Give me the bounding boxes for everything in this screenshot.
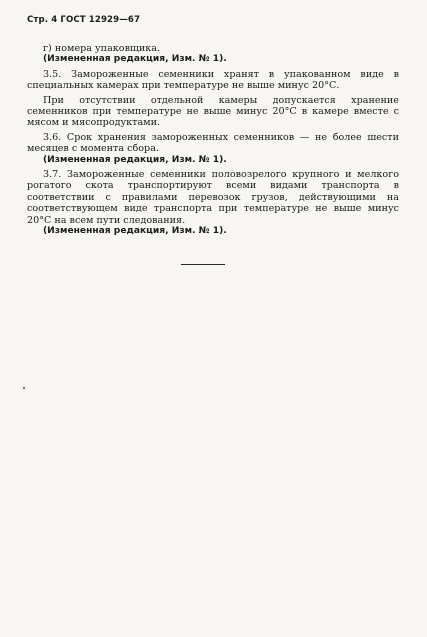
revision-note: (Измененная редакция, Изм. № 1).	[43, 54, 227, 65]
revision-note: (Измененная редакция, Изм. № 1).	[43, 226, 227, 237]
paragraph-3-7-transport: 3.7. Замороженные семенники половозрелого крупного и мелкого рогатого скота транспортируют всеми видами транспорта в соответствии с правилами перевозок грузов, действующими на соответствующем виде транспорта при температуре не выше минус 20°С на всем пути следования.	[27, 169, 399, 226]
paragraph-3-5-storage: 3.5. Замороженные семенники хранят в упакованном виде в специальных камерах при температуре не выше минус 20°С.	[27, 68, 399, 92]
revision-note: (Измененная редакция, Изм. № 1).	[43, 154, 227, 165]
paragraph-storage-exception: При отсутствии отдельной камеры допускается хранение семенников при температуре не выше минус 20°С в камере вместе с мясом и мясопродуктами.	[27, 94, 399, 129]
paragraph-packer-number: г) номера упаковщика.	[43, 43, 161, 54]
end-of-text-rule	[181, 264, 225, 265]
scan-speck	[23, 387, 25, 389]
page-header: Стр. 4 ГОСТ 12929—67	[27, 15, 141, 25]
document-body	[27, 43, 399, 238]
paragraph-3-6-shelf-life: 3.6. Срок хранения замороженных семенников — не более шести месяцев с момента сбора.	[27, 131, 399, 155]
